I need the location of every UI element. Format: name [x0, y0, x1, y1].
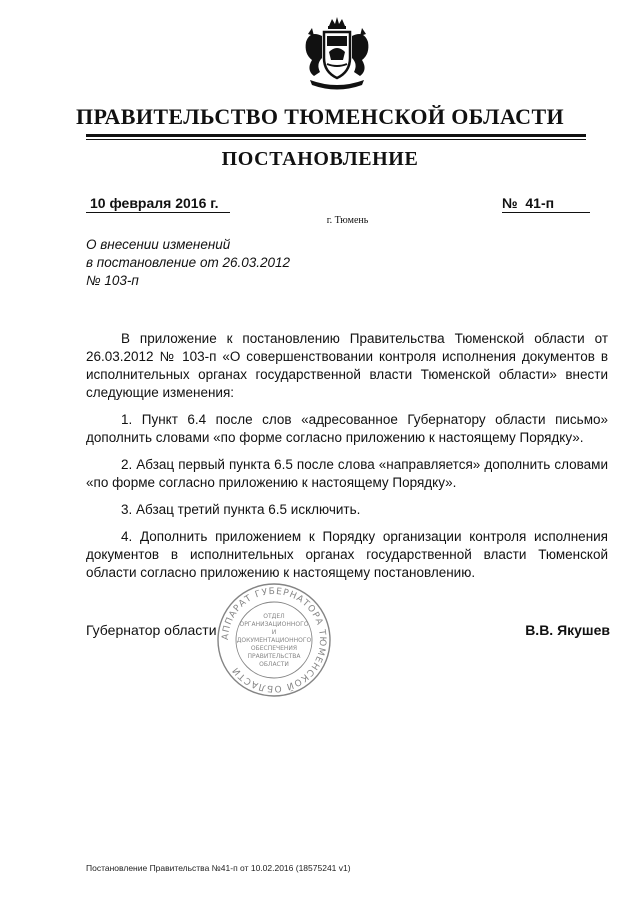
signatory-name: В.В. Якушев	[525, 622, 610, 638]
document-subject	[86, 236, 290, 290]
header-rule-thick	[86, 134, 586, 137]
organization-title: ПРАВИТЕЛЬСТВО ТЮМЕНСКОЙ ОБЛАСТИ	[75, 104, 565, 129]
body-paragraph: 3. Абзац третий пункта 6.5 исключить.	[121, 502, 361, 517]
subject-line: № 103-п	[86, 273, 139, 288]
tyumen-coat-of-arms-icon	[296, 14, 378, 92]
document-city: г. Тюмень	[326, 215, 369, 226]
header-rule-thin	[86, 139, 586, 140]
body-paragraph: 2. Абзац первый пункта 6.5 после слова «направляется» дополнить словами «по форме согласно приложению к настоящему Порядку».	[86, 457, 608, 490]
subject-line: О внесении изменений	[86, 237, 231, 252]
svg-text:ОБЕСПЕЧЕНИЯ: ОБЕСПЕЧЕНИЯ	[250, 645, 298, 652]
svg-text:ОТДЕЛ: ОТДЕЛ	[263, 613, 285, 620]
document-body	[86, 330, 608, 591]
svg-text:ПРАВИТЕЛЬСТВА: ПРАВИТЕЛЬСТВА	[247, 653, 301, 660]
body-paragraph: 4. Дополнить приложением к Порядку организации контроля исполнения документов в исполнительных органах государственной власти Тюменской области согласно приложению к настоящему постановлению.	[86, 529, 608, 580]
signatory-position: Губернатор области	[86, 622, 217, 638]
body-paragraph: В приложение к постановлению Правительства Тюменской области от 26.03.2012 № 103-п «О совершенствовании контроля исполнения документов в исполнительных органах государственной власти Тюменской области» внести следующие изменения:	[86, 331, 608, 400]
body-paragraph: 1. Пункт 6.4 после слов «адресованное Губернатору области письмо» дополнить словами «по форме согласно приложению к настоящему Порядку».	[86, 412, 608, 445]
document-type-heading: ПОСТАНОВЛЕНИЕ	[221, 148, 419, 170]
subject-line: в постановление от 26.03.2012	[86, 255, 291, 270]
svg-text:ДОКУМЕНТАЦИОННОГО: ДОКУМЕНТАЦИОННОГО	[236, 637, 312, 644]
svg-text:И: И	[271, 629, 277, 636]
document-number: № 41-п	[502, 195, 590, 213]
official-stamp	[214, 580, 334, 700]
svg-text:ОРГАНИЗАЦИОННОГО: ОРГАНИЗАЦИОННОГО	[239, 621, 309, 628]
svg-text:ОБЛАСТИ: ОБЛАСТИ	[259, 661, 289, 668]
svg-text:АППАРАТ ГУБЕРНАТОРА ТЮМЕНСКОЙ: АППАРАТ ГУБЕРНАТОРА ТЮМЕНСКОЙ ОБЛАСТИ	[220, 586, 328, 694]
document-date: 10 февраля 2016 г.	[86, 195, 230, 213]
document-footer: Постановление Правительства №41-п от 10.02.2016 (18575241 v1)	[86, 863, 351, 873]
